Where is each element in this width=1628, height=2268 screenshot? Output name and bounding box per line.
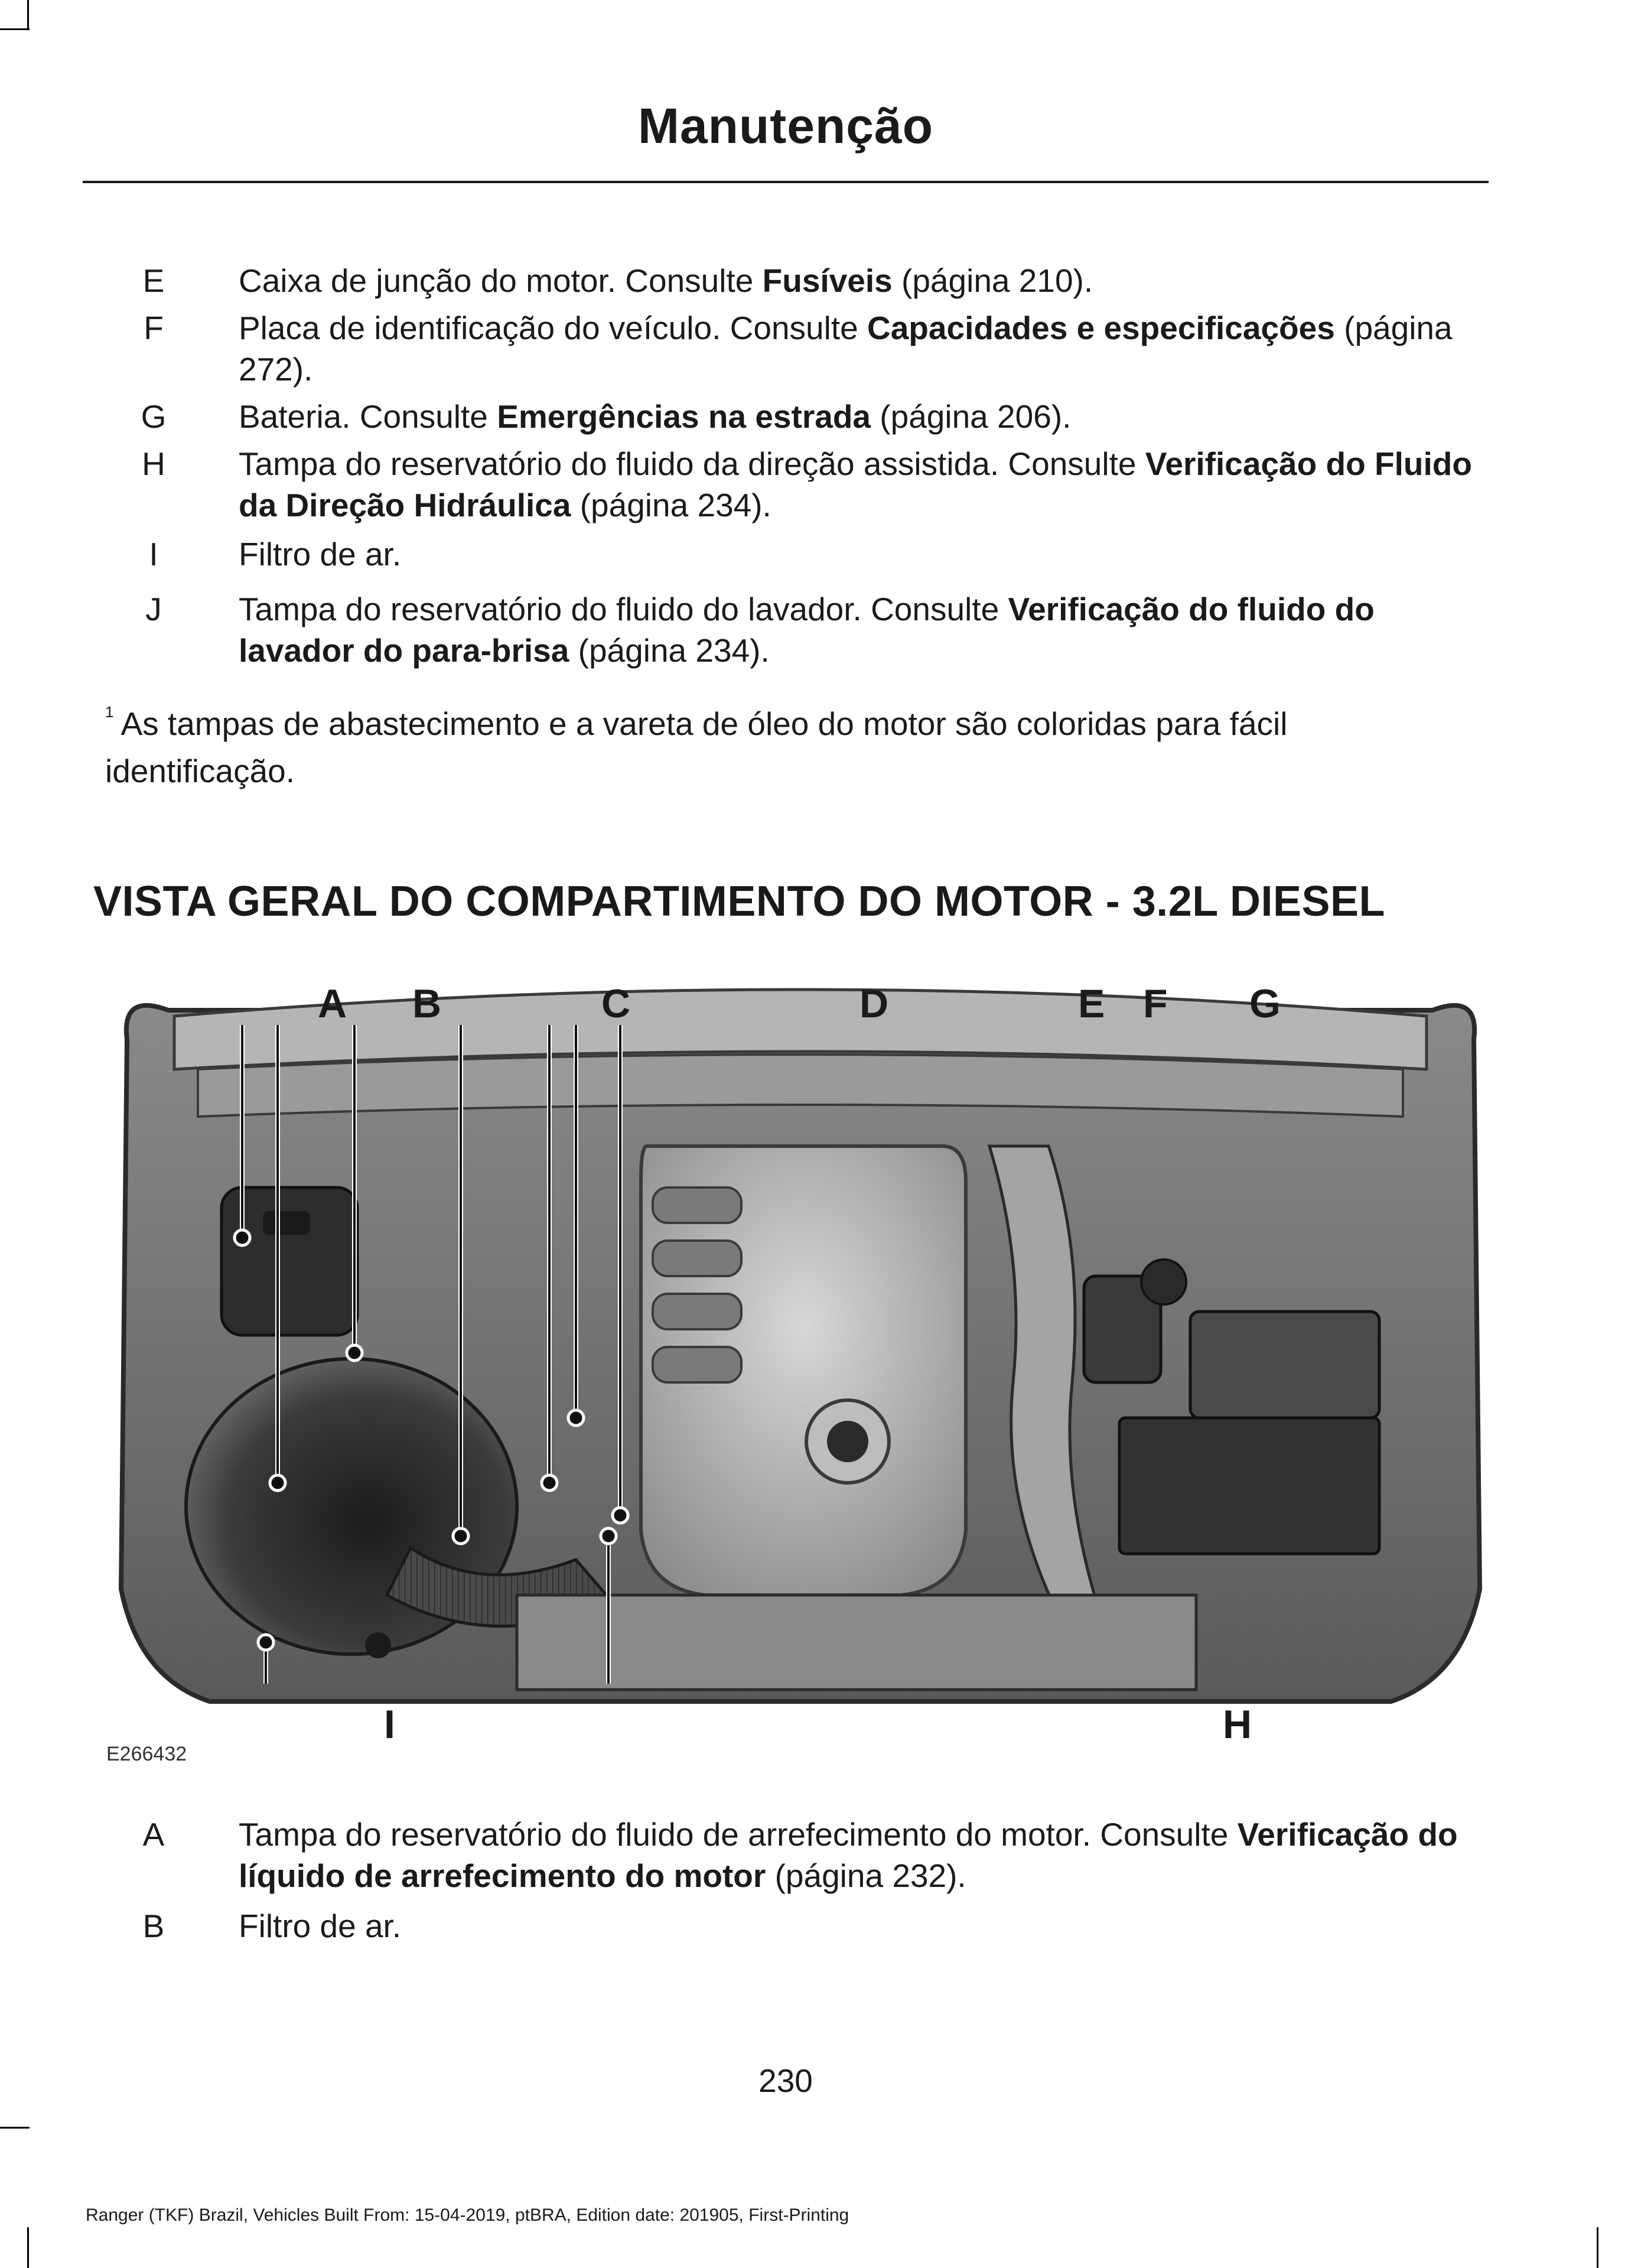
legend-item [0,260,1628,307]
callout-label-e: E [1078,981,1105,1026]
legend-key: G [141,398,167,435]
callout-label-c: C [601,981,631,1026]
legend-top [0,260,1628,677]
engine-junction-box [1190,1312,1379,1418]
footnote [105,688,1482,795]
legend-item [0,396,1628,443]
legend-item [0,533,1628,588]
legend-item [0,1814,1628,1905]
cross-reference: Fusíveis [762,262,893,299]
crop-mark [1597,2227,1598,2268]
battery [1119,1418,1379,1554]
legend-text: Tampa do reservatório do fluido de arrefecimento do motor. Consulte Verificação do líquido de arrefecimento do motor (página 232). [239,1816,1458,1894]
coolant-reservoir-cap [263,1211,310,1235]
footnote-text: As tampas de abastecimento e a vareta de óleo do motor são coloridas para fácil identificação. [105,705,1288,789]
oil-filler-cap-center [827,1421,868,1462]
legend-key: E [142,262,165,299]
legend-key: H [142,445,165,482]
legend-key: I [149,536,158,572]
cross-reference: Verificação do fluido do lavador do para-brisa [239,591,1375,669]
legend-key: J [145,591,162,627]
crop-mark [27,2227,29,2268]
legend-text: Filtro de ar. [239,1908,402,1944]
legend-item [0,307,1628,396]
page-number: 230 [758,2062,813,2099]
legend-bottom [0,1814,1628,1953]
callout-label-a: A [318,981,347,1026]
washer-fluid-cap [365,1632,391,1658]
crop-mark [27,0,29,30]
engine-cover-rib [653,1187,741,1223]
legend-text: Filtro de ar. [239,536,402,572]
radiator-support [517,1595,1196,1690]
engine-cover-rib [653,1294,741,1329]
legend-text: Tampa do reservatório do fluido do lavador. Consulte Verificação do fluido do lavador do para-brisa (página 234). [239,591,1375,669]
crop-mark [0,2127,30,2129]
legend-item [0,443,1628,533]
engine-cover-rib [653,1347,741,1382]
callout-label-g: G [1249,981,1281,1026]
legend-key: A [142,1816,165,1853]
section-title: VISTA GERAL DO COMPARTIMENTO DO MOTOR - 3.2L DIESEL [93,878,1386,925]
callout-label-i: I [384,1702,395,1747]
callout-label-f: F [1143,981,1168,1026]
figure-id: E266432 [106,1743,187,1765]
cross-reference: Capacidades e especificações [867,310,1335,346]
legend-item [0,1905,1628,1953]
legend-item [0,588,1628,677]
engine-compartment-illustration [103,969,1497,1778]
legend-text: Caixa de junção do motor. Consulte Fusíveis (página 210). [239,262,1093,299]
brake-fluid-cap [1141,1260,1186,1304]
legend-text: Bateria. Consulte Emergências na estrada (página 206). [239,398,1072,435]
cross-reference: Verificação do líquido de arrefecimento do motor [239,1816,1458,1894]
legend-key: B [142,1908,165,1944]
callout-label-d: D [859,981,889,1026]
crop-mark [0,28,30,30]
cross-reference: Verificação do Fluido da Direção Hidráulica [239,445,1472,523]
cross-reference: Emergências na estrada [497,398,871,435]
legend-text: Tampa do reservatório do fluido da direção assistida. Consulte Verificação do Fluido da Direção Hidráulica (página 234). [239,445,1472,523]
footer-edition-info: Ranger (TKF) Brazil, Vehicles Built From: 15-04-2019, ptBRA, Edition date: 201905, First-Printing [86,2205,849,2225]
callout-label-h: H [1223,1702,1252,1747]
callout-label-b: B [412,981,442,1026]
page-title: Manutenção [637,98,934,154]
legend-text: Placa de identificação do veículo. Consulte Capacidades e especificações (página 272). [239,310,1453,388]
footnote-mark: 1 [105,703,114,721]
legend-key: F [144,310,164,346]
header-divider [83,181,1489,183]
engine-cover-rib [653,1241,741,1276]
